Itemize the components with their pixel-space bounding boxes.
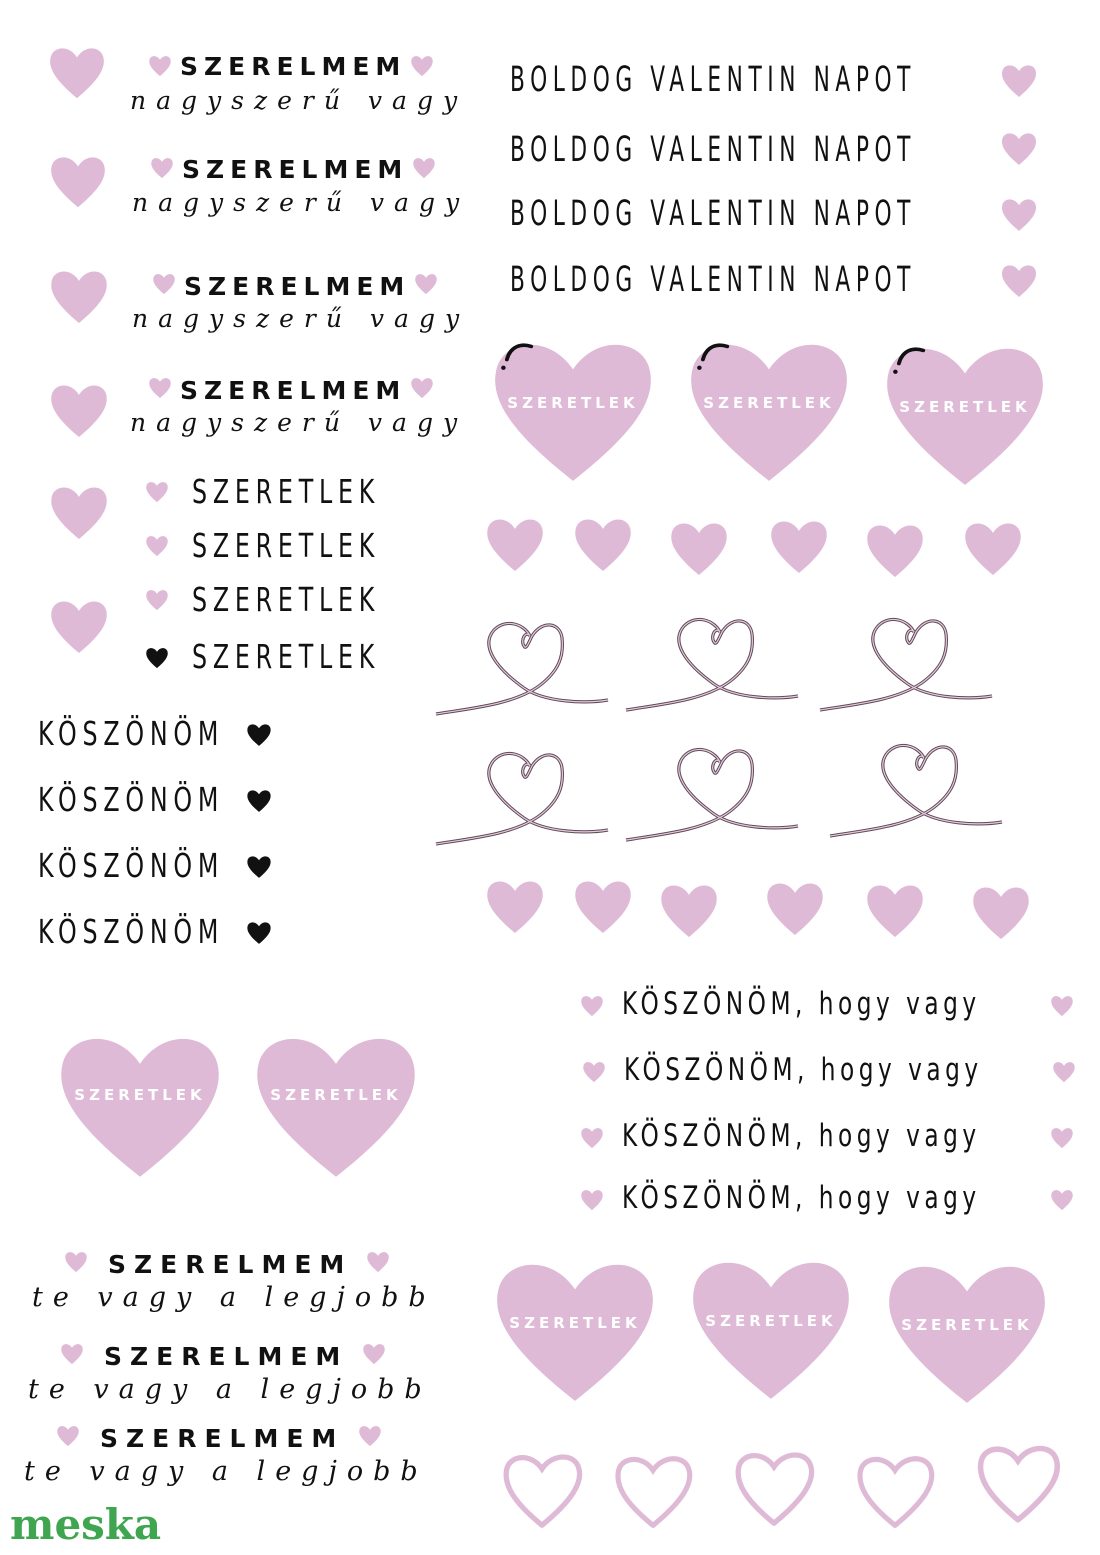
legjobb-subtitle: te vagy a legjobb xyxy=(28,1374,432,1405)
heart-shine-icon xyxy=(682,330,856,494)
boldog-text: BOLDOG VALENTIN NAPOT xyxy=(510,130,916,170)
big-heart-label: SZERETLEK xyxy=(899,398,1031,416)
boldog-text: BOLDOG VALENTIN NAPOT xyxy=(510,260,916,300)
heart-icon xyxy=(1000,60,1038,102)
koszonom-text: KÖSZÖNÖM xyxy=(38,846,225,885)
heart-icon xyxy=(1050,1126,1074,1150)
heart-outline-icon xyxy=(730,1442,818,1534)
heart-icon xyxy=(60,1342,84,1366)
heart-icon xyxy=(1000,128,1038,170)
heart-icon xyxy=(484,872,546,942)
nagyszeru-subtitle: nagyszerű vagy xyxy=(130,86,468,115)
heart-icon xyxy=(412,156,436,180)
heart-icon xyxy=(145,480,169,504)
heart-icon xyxy=(48,376,110,446)
boldog-text: BOLDOG VALENTIN NAPOT xyxy=(510,194,916,234)
heart-icon xyxy=(488,1250,662,1414)
heart-icon xyxy=(864,516,926,586)
szeretlek-text: SZERETLEK xyxy=(192,637,381,676)
szerelmem-title: SZERELMEM xyxy=(182,155,409,184)
heart-icon xyxy=(410,54,434,78)
koszonom-hogy-vagy-text: KÖSZÖNÖM, hogy vagy xyxy=(624,1052,983,1088)
heart-outline-icon xyxy=(498,1444,586,1536)
heart-shine-icon xyxy=(486,330,660,494)
koszonom-hogy-vagy-text: KÖSZÖNÖM, hogy vagy xyxy=(622,1180,981,1216)
koszonom-hogy-vagy-text: KÖSZÖNÖM, hogy vagy xyxy=(622,1118,981,1154)
heart-icon xyxy=(768,512,830,582)
szerelmem-title: SZERELMEM xyxy=(104,1342,349,1371)
nagyszeru-subtitle: nagyszerű vagy xyxy=(130,408,468,437)
heart-icon xyxy=(880,1252,1054,1416)
big-heart-label: SZERETLEK xyxy=(507,394,639,412)
heart-shine-icon xyxy=(878,334,1052,498)
heart-icon xyxy=(48,262,110,332)
heart-icon xyxy=(484,510,546,580)
heart-icon xyxy=(48,592,110,662)
heart-icon xyxy=(582,1060,606,1084)
heart-icon xyxy=(1000,260,1038,302)
heart-icon xyxy=(1000,194,1038,236)
heart-loop-icon xyxy=(434,616,610,716)
heart-loop-icon xyxy=(624,612,800,712)
szerelmem-title: SZERELMEM xyxy=(184,272,411,301)
heart-icon xyxy=(64,1250,88,1274)
koszonom-text: KÖSZÖNÖM xyxy=(38,780,225,819)
szerelmem-title: SZERELMEM xyxy=(180,52,407,81)
szerelmem-title: SZERELMEM xyxy=(108,1250,353,1279)
big-heart-label: SZERETLEK xyxy=(74,1086,206,1104)
heart-icon xyxy=(684,1248,858,1412)
heart-icon xyxy=(56,1424,80,1448)
legjobb-subtitle: te vagy a legjobb xyxy=(24,1456,428,1487)
heart-icon xyxy=(962,514,1024,584)
heart-icon xyxy=(1052,1060,1076,1084)
boldog-text: BOLDOG VALENTIN NAPOT xyxy=(510,60,916,100)
big-heart-szeretlek xyxy=(878,334,1052,498)
big-heart-label: SZERETLEK xyxy=(509,1314,641,1332)
heart-icon xyxy=(145,534,169,558)
heart-loop-icon xyxy=(818,612,994,712)
heart-outline-icon xyxy=(972,1436,1064,1530)
heart-icon xyxy=(48,148,108,216)
heart-icon xyxy=(48,478,110,548)
heart-icon xyxy=(366,1250,390,1274)
heart-icon xyxy=(414,272,438,296)
heart-icon xyxy=(580,994,604,1018)
heart-icon xyxy=(572,510,634,580)
big-heart-szeretlek xyxy=(684,1248,858,1412)
szeretlek-text: SZERETLEK xyxy=(192,526,381,565)
heart-icon xyxy=(410,376,434,400)
heart-icon xyxy=(362,1342,386,1366)
heart-icon xyxy=(580,1188,604,1212)
heart-loop-icon xyxy=(828,738,1004,838)
heart-icon xyxy=(1050,994,1074,1018)
big-heart-label: SZERETLEK xyxy=(703,394,835,412)
heart-icon xyxy=(145,588,169,612)
koszonom-text: KÖSZÖNÖM xyxy=(38,714,225,753)
szeretlek-text: SZERETLEK xyxy=(192,472,381,511)
heart-icon xyxy=(864,876,926,946)
heart-icon xyxy=(764,874,826,944)
meska-logo: meska xyxy=(10,1500,162,1549)
heart-icon xyxy=(150,156,174,180)
nagyszeru-subtitle: nagyszerű vagy xyxy=(132,188,470,217)
koszonom-hogy-vagy-text: KÖSZÖNÖM, hogy vagy xyxy=(622,986,981,1022)
heart-icon xyxy=(47,40,107,106)
big-heart-szeretlek xyxy=(248,1024,424,1190)
heart-icon xyxy=(246,722,272,748)
heart-loop-icon xyxy=(624,742,800,842)
koszonom-text: KÖSZÖNÖM xyxy=(38,912,225,951)
heart-icon xyxy=(658,876,720,946)
heart-icon xyxy=(580,1126,604,1150)
big-heart-szeretlek xyxy=(682,330,856,494)
heart-icon xyxy=(246,788,272,814)
heart-outline-icon xyxy=(610,1446,696,1536)
heart-icon xyxy=(1050,1188,1074,1212)
heart-icon xyxy=(248,1024,424,1190)
heart-loop-icon xyxy=(434,746,610,846)
heart-icon xyxy=(148,54,172,78)
heart-icon xyxy=(52,1024,228,1190)
big-heart-szeretlek xyxy=(486,330,660,494)
heart-icon xyxy=(668,514,730,584)
legjobb-subtitle: te vagy a legjobb xyxy=(32,1282,436,1313)
heart-icon xyxy=(152,272,176,296)
heart-icon xyxy=(970,878,1032,948)
big-heart-szeretlek xyxy=(488,1250,662,1414)
big-heart-label: SZERETLEK xyxy=(901,1316,1033,1334)
heart-icon xyxy=(572,872,634,942)
szerelmem-title: SZERELMEM xyxy=(180,376,407,405)
heart-icon xyxy=(246,920,272,946)
heart-icon xyxy=(145,646,169,670)
heart-icon xyxy=(358,1424,382,1448)
szeretlek-text: SZERETLEK xyxy=(192,580,381,619)
big-heart-szeretlek xyxy=(52,1024,228,1190)
big-heart-label: SZERETLEK xyxy=(270,1086,402,1104)
szerelmem-title: SZERELMEM xyxy=(100,1424,345,1453)
big-heart-szeretlek xyxy=(880,1252,1054,1416)
big-heart-label: SZERETLEK xyxy=(705,1312,837,1330)
heart-icon xyxy=(148,376,172,400)
nagyszeru-subtitle: nagyszerű vagy xyxy=(132,304,470,333)
heart-icon xyxy=(246,854,272,880)
heart-outline-icon xyxy=(852,1446,938,1536)
